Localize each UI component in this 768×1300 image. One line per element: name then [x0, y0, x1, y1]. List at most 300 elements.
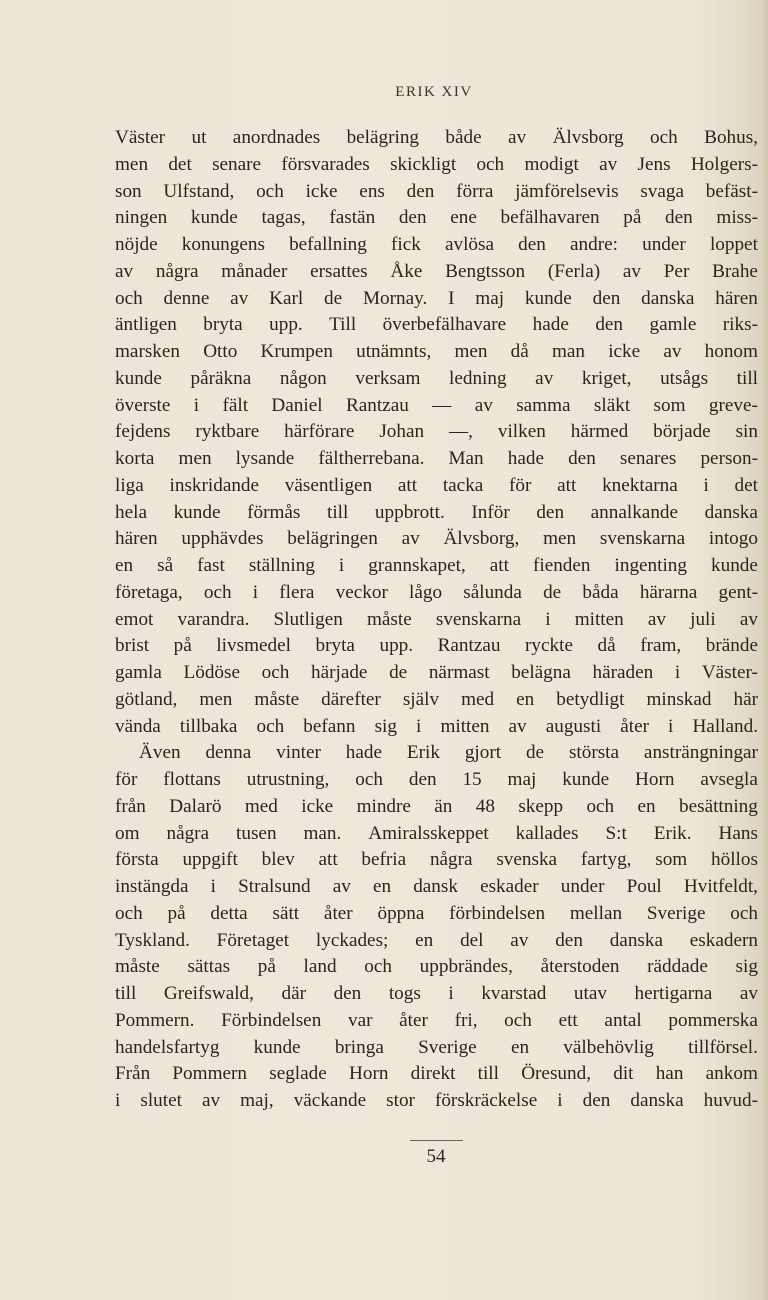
word: kunde	[190, 207, 238, 229]
word: denne	[163, 287, 210, 309]
word: emot	[115, 608, 154, 630]
word: härmed	[570, 421, 629, 443]
word: kunde	[115, 367, 162, 389]
word: under	[642, 234, 686, 255]
word: på	[173, 635, 192, 657]
word: uppbrott.	[374, 501, 445, 523]
word: de	[543, 581, 562, 603]
word: andre:	[570, 234, 618, 255]
word: Horn	[349, 1063, 389, 1085]
word: på	[623, 207, 642, 229]
word: mitten	[440, 715, 490, 737]
word: och	[504, 1009, 532, 1031]
text-line	[115, 446, 758, 473]
word: räddade	[647, 956, 708, 978]
word: Stralsund	[238, 876, 311, 897]
word: liga	[115, 474, 144, 496]
word: danska	[630, 1090, 684, 1111]
word: Till	[329, 314, 357, 336]
word: avsegla	[700, 769, 758, 790]
word: utsågs	[660, 367, 709, 389]
word: hade	[345, 742, 383, 764]
word: från	[115, 795, 146, 817]
word: företaga,	[115, 581, 183, 603]
word: Lödöse	[183, 662, 241, 683]
word: och	[261, 662, 290, 683]
word: av	[510, 929, 529, 951]
body-text	[115, 125, 758, 1115]
word: av	[230, 287, 249, 309]
word: livsmedel	[216, 635, 291, 657]
word: betydligt	[556, 688, 625, 710]
word: vinter	[276, 742, 321, 764]
word: det	[168, 153, 192, 175]
word: med	[244, 795, 278, 817]
word: ingenting	[614, 555, 687, 576]
word: utav	[573, 983, 607, 1004]
word: Hans	[718, 822, 758, 844]
word: månader	[221, 260, 288, 282]
word: Pommern	[172, 1063, 248, 1085]
word: Ulfstand,	[163, 180, 235, 202]
word: måste	[254, 688, 300, 710]
word: det	[734, 474, 758, 496]
text-line	[115, 633, 758, 660]
word: som	[653, 394, 686, 416]
word: av	[332, 876, 351, 897]
word: de	[389, 662, 408, 683]
word: vilken	[497, 421, 546, 443]
word: återstoden	[540, 956, 620, 978]
word: sig	[374, 715, 397, 737]
word: men	[543, 528, 577, 550]
word: fejdens	[115, 421, 171, 443]
word: de	[324, 287, 343, 309]
word: hären	[115, 528, 158, 550]
word: fri,	[454, 1009, 478, 1031]
running-head: ERIK XIV	[395, 84, 473, 100]
word: utrustning,	[246, 769, 330, 790]
word: började	[653, 421, 711, 443]
word: —,	[448, 421, 473, 443]
word: den	[408, 769, 437, 790]
word: upp.	[269, 314, 303, 336]
word: person-	[700, 448, 758, 469]
word: icke	[608, 341, 641, 362]
word: måste	[115, 956, 160, 978]
word: man.	[303, 822, 342, 844]
word: ut	[191, 127, 207, 148]
word: förmås	[247, 501, 301, 523]
word: eskader	[480, 876, 539, 897]
word: land	[303, 956, 337, 978]
word: dit	[613, 1063, 634, 1085]
word: själv	[402, 688, 440, 710]
word: åter	[399, 1009, 428, 1031]
word: Även	[139, 742, 181, 764]
word: Krumpen	[260, 341, 333, 362]
word: släkt	[593, 394, 631, 416]
word: en	[516, 688, 535, 710]
word: till	[326, 501, 349, 523]
word: senare	[212, 153, 262, 175]
word: både	[445, 127, 482, 148]
word: Holgers-	[690, 153, 758, 175]
word: hela	[115, 501, 147, 523]
word: korta	[115, 448, 155, 469]
word: ersattes	[310, 260, 368, 282]
word: Inför	[471, 501, 510, 523]
word: då	[510, 341, 529, 362]
text-line	[115, 205, 758, 232]
word: anordnades	[232, 127, 321, 148]
word: augusti	[545, 715, 602, 737]
word: av	[115, 260, 134, 282]
word: åter	[323, 902, 353, 924]
word: fienden	[532, 555, 591, 576]
word: Slutligen	[273, 608, 343, 630]
word: Amiralsskeppet	[368, 822, 489, 844]
word: höllos	[711, 849, 758, 871]
word: ryktbare	[195, 421, 260, 443]
page-edge	[760, 0, 768, 1300]
word: befäst-	[705, 180, 758, 202]
word: Johan	[379, 421, 425, 443]
word: svenska	[496, 849, 558, 871]
word: på	[167, 902, 186, 924]
word: greve-	[708, 394, 758, 416]
word: Brahe	[712, 260, 758, 282]
word: fram,	[640, 635, 682, 657]
word: kunde	[173, 501, 221, 523]
word: den	[406, 180, 435, 202]
word: gamle	[649, 314, 697, 336]
text-line	[115, 125, 758, 152]
word: den	[568, 448, 596, 469]
word: i	[557, 1090, 563, 1111]
word: i	[545, 608, 551, 630]
word: sättas	[187, 956, 231, 978]
word: uppbrändes,	[419, 956, 513, 978]
word: överbefälhavare	[382, 314, 507, 336]
text-line	[115, 152, 758, 179]
word: som	[655, 849, 688, 871]
word: fick	[391, 234, 421, 255]
word: tillförsel.	[688, 1036, 758, 1058]
word: son	[115, 180, 142, 202]
word: bringa	[334, 1036, 384, 1058]
word: men	[199, 688, 233, 710]
word: i	[252, 581, 259, 603]
word: för	[509, 474, 532, 496]
text-line	[115, 607, 758, 634]
word: ene	[450, 207, 477, 229]
word: knektarna	[602, 474, 678, 496]
word: den	[536, 501, 565, 523]
word: Förbindelsen	[221, 1009, 322, 1031]
word: pommerska	[668, 1009, 758, 1031]
word: av	[622, 260, 641, 282]
word: mellan	[569, 902, 623, 924]
word: kunde	[562, 769, 610, 790]
word: inskridande	[169, 474, 260, 496]
word: Sverige	[418, 1036, 477, 1058]
word: maj	[507, 769, 537, 790]
word: sin	[735, 421, 758, 443]
word: S:t	[605, 822, 627, 844]
word: ningen	[115, 207, 168, 229]
word: maj	[475, 287, 505, 309]
word: Mornay.	[362, 287, 428, 309]
word: påräkna	[190, 367, 252, 389]
word: 48	[475, 795, 495, 817]
word: icke	[305, 180, 338, 202]
word: under	[560, 876, 605, 897]
word: än	[434, 795, 453, 817]
word: brist	[115, 635, 150, 657]
word: honom	[704, 341, 758, 362]
word: häraden	[592, 662, 654, 683]
text-line	[115, 687, 758, 714]
word: skepp	[518, 795, 564, 817]
word: mitten	[574, 608, 624, 630]
word: på	[257, 956, 276, 978]
word: av	[401, 528, 420, 550]
word: Erik.	[653, 822, 692, 844]
word: ett	[558, 1009, 578, 1031]
word: götland,	[115, 688, 178, 710]
word: Per	[663, 260, 690, 282]
word: konungens	[181, 234, 265, 255]
word: fältherrebana.	[318, 448, 425, 469]
word: dansk	[413, 876, 458, 897]
word: då	[597, 635, 616, 657]
word: bryta	[203, 314, 243, 336]
word: ryckte	[525, 635, 573, 657]
word: 15	[462, 769, 482, 790]
word: förra	[456, 180, 494, 202]
word: första	[115, 849, 159, 871]
word: tusen	[236, 822, 277, 844]
word: belägringen	[287, 528, 378, 550]
text-line	[115, 954, 758, 981]
word: lyckades;	[315, 929, 389, 951]
word: svaga	[640, 180, 684, 202]
word: sig	[735, 956, 758, 978]
word: väckande	[293, 1090, 367, 1111]
word: gamla	[115, 662, 162, 683]
word: i	[416, 715, 422, 737]
word: Älvsborg	[552, 127, 624, 148]
text-line	[115, 366, 758, 393]
word: ledning	[449, 367, 507, 389]
word: ansträngningar	[643, 742, 758, 764]
word: lågo	[409, 581, 443, 603]
word: någon	[279, 367, 327, 389]
text-line	[115, 553, 758, 580]
word: Man	[448, 448, 484, 469]
word: upphävdes	[181, 528, 264, 550]
word: och	[115, 902, 143, 924]
word: av	[474, 394, 493, 416]
word: denna	[205, 742, 252, 764]
word: nöjde	[115, 234, 158, 255]
word: Otto	[203, 341, 238, 362]
text-line	[115, 928, 758, 955]
word: del	[460, 929, 484, 951]
word: Jens	[637, 153, 671, 175]
word: men	[178, 448, 212, 469]
word: den	[665, 207, 693, 229]
word: direkt	[410, 1063, 456, 1085]
word: Bohus,	[704, 127, 758, 148]
word: Från	[115, 1063, 151, 1085]
word: av	[201, 1090, 221, 1111]
word: här	[733, 688, 758, 710]
word: belägna	[511, 662, 571, 683]
word: i	[703, 474, 709, 496]
word: belägring	[346, 127, 420, 148]
text-line	[115, 393, 758, 420]
word: icke	[301, 795, 334, 817]
word: mindre	[356, 795, 411, 817]
word: i	[448, 983, 454, 1004]
word: danska	[641, 287, 695, 309]
word: och	[115, 287, 143, 309]
word: skickligt	[390, 153, 457, 175]
text-line	[115, 740, 758, 767]
word: Halland.	[692, 715, 758, 737]
word: fastän	[329, 207, 376, 229]
text-line	[115, 526, 758, 553]
word: gjort	[464, 742, 502, 764]
word: befria	[361, 849, 407, 871]
word: Företaget	[216, 929, 290, 951]
word: i	[210, 876, 216, 897]
word: Karl	[269, 287, 304, 309]
word: och	[730, 902, 758, 924]
word: i	[674, 662, 681, 683]
word: av	[647, 608, 666, 630]
word: till	[736, 367, 758, 389]
text-line	[115, 1088, 758, 1115]
word: tillbaka	[179, 715, 238, 737]
word: Tyskland.	[115, 929, 190, 951]
text-line	[115, 1061, 758, 1088]
word: härjade	[310, 662, 368, 683]
text-line	[115, 259, 758, 286]
word: härarna	[639, 581, 698, 603]
word: och	[364, 956, 392, 978]
text-line	[115, 901, 758, 928]
word: upp.	[379, 635, 414, 657]
text-line	[115, 1008, 758, 1035]
word: att	[557, 474, 577, 496]
word: befann	[303, 715, 356, 737]
word: Åke	[390, 260, 423, 282]
word: miss-	[716, 207, 758, 229]
word: samma	[516, 394, 571, 416]
word: försvarades	[281, 153, 370, 175]
text-line	[115, 419, 758, 446]
word: eskadern	[689, 929, 758, 951]
word: Sverige	[646, 902, 706, 924]
word: hären	[715, 287, 758, 309]
word: några	[429, 849, 473, 871]
word: I	[448, 287, 455, 309]
text-line	[115, 981, 758, 1008]
word: den	[592, 287, 621, 309]
word: man	[551, 341, 586, 362]
word: grannskapet,	[368, 555, 466, 576]
word: förbindelsen	[449, 902, 546, 924]
word: fält	[222, 394, 249, 416]
word: —	[432, 394, 452, 416]
word: kvarstad	[481, 983, 547, 1004]
word: att	[397, 474, 418, 496]
word: i	[338, 555, 345, 576]
word: Älvsborg,	[443, 528, 520, 550]
word: äntligen	[115, 314, 177, 336]
word: riks-	[722, 314, 758, 336]
word: välbehövlig	[563, 1036, 654, 1058]
word: (Ferla)	[547, 260, 601, 282]
word: Öresund,	[521, 1063, 591, 1085]
word: danska	[704, 501, 758, 523]
word: en	[637, 795, 656, 817]
word: sätt	[272, 902, 300, 924]
word: avlösa	[444, 234, 495, 255]
word: den	[555, 929, 583, 951]
word: seglade	[269, 1063, 327, 1085]
word: några	[166, 822, 210, 844]
word: en	[510, 1036, 530, 1058]
word: den	[518, 234, 546, 255]
word: slutet	[140, 1090, 182, 1111]
word: hertigarna	[634, 983, 713, 1004]
word: gent-	[718, 581, 758, 603]
word: Bengtsson	[445, 260, 526, 282]
word: öppna	[377, 902, 425, 924]
word: av	[508, 715, 527, 737]
word: tacka	[442, 474, 484, 496]
word: kallades	[515, 822, 579, 844]
word: av	[535, 367, 554, 389]
word: båda	[582, 581, 619, 603]
word: verksam	[355, 367, 421, 389]
text-line	[115, 500, 758, 527]
word: Horn	[635, 769, 675, 790]
word: veckor	[335, 581, 388, 603]
word: brände	[705, 635, 758, 657]
word: Rantzau	[437, 635, 501, 657]
word: där	[281, 983, 306, 1004]
word: de	[525, 742, 545, 764]
word: måste	[366, 608, 412, 630]
word: åter	[620, 715, 649, 737]
word: en	[115, 555, 134, 576]
word: Hvitfeldt,	[683, 876, 758, 897]
word: vända	[115, 715, 161, 737]
word: ankom	[705, 1063, 758, 1085]
text-line	[115, 714, 758, 741]
text-line	[115, 473, 758, 500]
word: var	[347, 1009, 373, 1031]
word: och	[355, 769, 383, 790]
word: till	[115, 983, 137, 1004]
word: marsken	[115, 341, 181, 362]
word: svenskarna	[599, 528, 686, 550]
